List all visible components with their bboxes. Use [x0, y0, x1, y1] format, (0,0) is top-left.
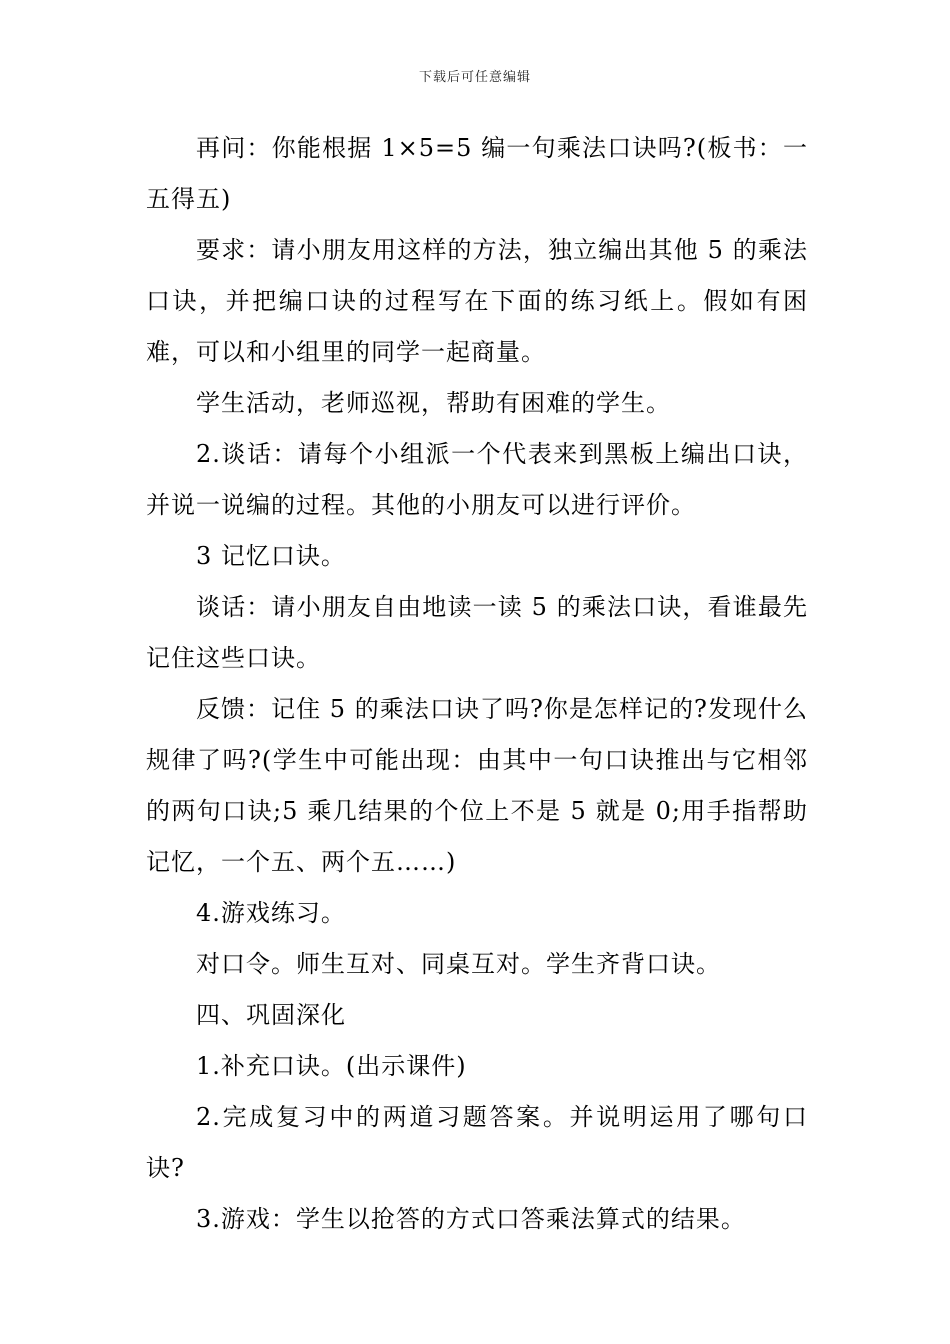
document-body [146, 123, 808, 1245]
paragraph-student-activity: 学生活动，老师巡视，帮助有困难的学生。 [196, 389, 671, 417]
paragraph-supplement: 1.补充口诀。(出示课件) [196, 1052, 467, 1080]
paragraph-ask-multiplication-rhyme: 再问：你能根据 1×5=5 编一句乘法口诀吗?(板书：一五得五) [146, 134, 808, 213]
paragraph-exercise: 2.完成复习中的两道习题答案。并说明运用了哪句口诀? [146, 1103, 808, 1182]
section-heading-consolidate: 四、巩固深化 [196, 1001, 346, 1029]
paragraph-feedback: 反馈：记住 5 的乘法口诀了吗?你是怎样记的?发现什么规律了吗?(学生中可能出现：由其中一句口诀推出与它相邻的两句口诀;5 乘几结果的个位上不是 5 就是 0;用手指帮助记忆，一个五、两个五……) [146, 695, 808, 876]
paragraph-memorize-heading: 3 记忆口诀。 [196, 542, 346, 570]
paragraph-quiz-game: 3.游戏：学生以抢答的方式口答乘法算式的结果。 [196, 1205, 746, 1233]
paragraph-talk-read: 谈话：请小朋友自由地读一读 5 的乘法口诀，看谁最先记住这些口诀。 [146, 593, 808, 672]
paragraph-requirement: 要求：请小朋友用这样的方法，独立编出其他 5 的乘法口诀，并把编口诀的过程写在下面的练习纸上。假如有困难，可以和小组里的同学一起商量。 [146, 236, 808, 366]
paragraph-call-response: 对口令。师生互对、同桌互对。学生齐背口诀。 [196, 950, 721, 978]
paragraph-game-practice: 4.游戏练习。 [196, 899, 346, 927]
paragraph-talk-groups: 2.谈话：请每个小组派一个代表来到黑板上编出口诀，并说一说编的过程。其他的小朋友可以进行评价。 [146, 440, 808, 519]
page-header-note: 下载后可任意编辑 [418, 70, 531, 85]
